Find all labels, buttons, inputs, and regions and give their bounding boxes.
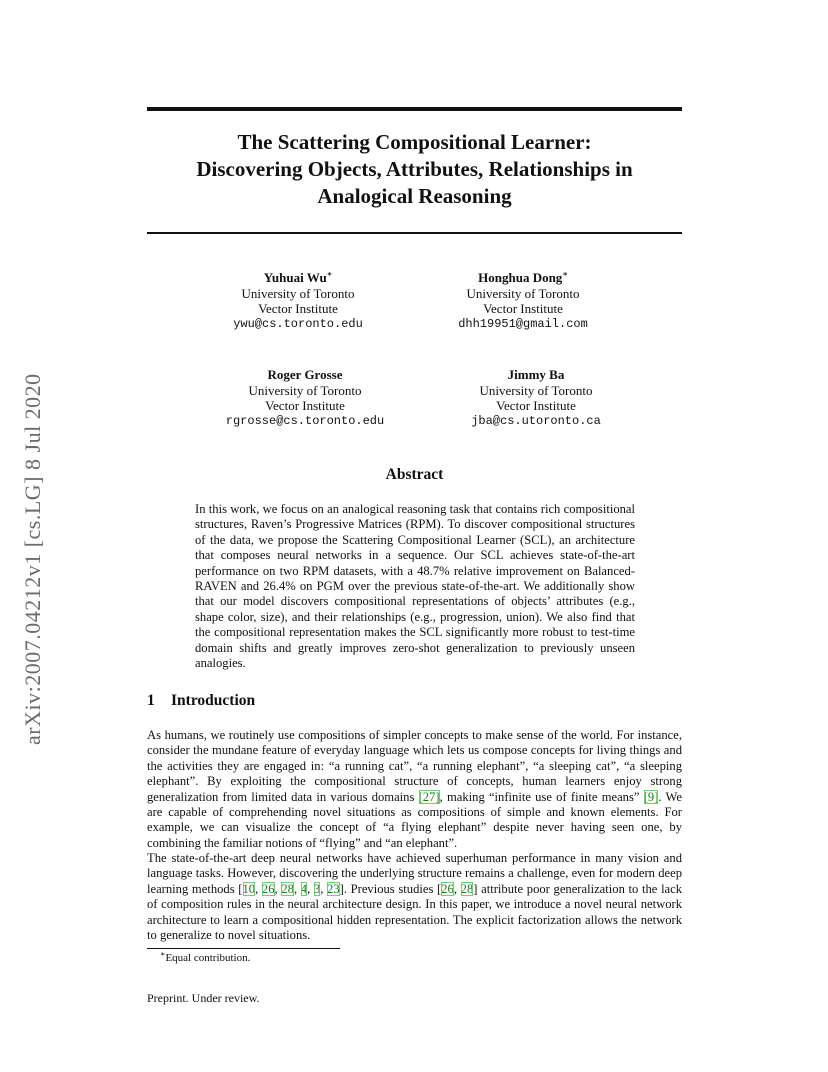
author-affiliation: University of Toronto — [248, 382, 362, 398]
paragraph-text: The state-of-the-art deep neural networks have achieved superhuman performance in many vision and language tasks. However, discovering the underlying structure remains a challenge, even for modern deep learning methods — [147, 851, 682, 896]
equal-contribution-mark: ∗ — [326, 269, 333, 279]
author-name: Honghua Dong — [478, 270, 563, 285]
author-affiliation: University of Toronto — [241, 285, 355, 301]
author-institute: Vector Institute — [258, 301, 338, 316]
citation-link[interactable]: 26 — [441, 881, 454, 896]
author-block — [198, 270, 398, 332]
equal-contribution-mark: ∗ — [562, 269, 568, 279]
title-line: Discovering Objects, Attributes, Relationships in — [196, 157, 633, 181]
citation-link[interactable]: 23 — [327, 881, 340, 896]
title-top-rule — [147, 107, 682, 111]
footnote-mark: ∗ — [160, 949, 166, 959]
footnote-text: Equal contribution. — [165, 952, 251, 964]
author-email[interactable]: jba@cs.utoronto.ca — [471, 413, 601, 428]
title-line: The Scattering Compositional Learner: — [237, 130, 592, 154]
author-block — [423, 270, 623, 332]
citation-link[interactable]: 3 — [313, 881, 321, 896]
author-name: Yuhuai Wu — [263, 270, 327, 285]
section-heading — [147, 692, 255, 710]
intro-paragraph-2: The state-of-the-art deep neural networks have achieved superhuman performance in many vision and language tasks. However, discovering the underlying structure remains a challenge, even for modern deep learning methods [10, 26, 28, 4, 3, 23]. Previous studies [26, 28] attribute poor generalization to the lack of composition rules in the neural architecture design. In this paper, we introduce a novel neural network architecture to learn a compositional hidden representation. The explicit factorization allows the network to generalize to novel situations. — [147, 851, 683, 943]
citation-link[interactable]: 28 — [281, 881, 294, 896]
title-line: Analogical Reasoning — [317, 184, 512, 208]
author-name: Roger Grosse — [267, 367, 343, 382]
author-institute: Vector Institute — [483, 301, 563, 316]
author-block — [436, 367, 636, 429]
author-institute: Vector Institute — [496, 398, 576, 413]
author-email[interactable]: ywu@cs.toronto.edu — [233, 316, 363, 331]
citation-link[interactable]: 4 — [300, 881, 308, 896]
author-institute: Vector Institute — [265, 398, 345, 413]
author-email[interactable]: rgrosse@cs.toronto.edu — [225, 413, 385, 428]
intro-paragraph-1 — [147, 728, 682, 851]
paragraph-text: . We are capable of comprehending novel situations as compositions of simple and known elements. For example, we can visualize the concept of “a flying elephant” despite never having seen one, by combining the familiar notions of “flying” and “an elephant”. — [147, 789, 683, 850]
section-number: 1 — [147, 692, 155, 709]
citation-link[interactable]: [27] — [418, 789, 440, 804]
author-affiliation: University of Toronto — [479, 382, 593, 398]
author-email[interactable]: dhh19951@gmail.com — [458, 316, 588, 331]
author-name: Jimmy Ba — [507, 367, 565, 382]
abstract-heading: Abstract — [385, 466, 444, 483]
citation-link[interactable]: 28 — [460, 881, 474, 896]
author-block — [205, 367, 405, 429]
section-title: Introduction — [171, 692, 256, 709]
abstract-text: In this work, we focus on an analogical reasoning task that contains rich compositional structures, Raven’s Progressive Matrices (RPM). To discover compositional structures of the data, we propose the Scattering Compositional Learner (SCL), an architecture that composes neural networks in a sequence. Our SCL achieves state-of-the-art performance on two RPM datasets, with a 48.7% relative improvement on Balanced-RAVEN and 26.4% on PGM over the previous state-of-the-art. We additionally show that our model discovers compositional representations of objects’ attributes (e.g., shape color, size), and their relationships (e.g., progression, union). We also find that the compositional representation makes the SCL significantly more robust to test-time domain shifts and greatly improves zero-shot generalization to previously unseen analogies. — [195, 502, 635, 671]
citation-link[interactable]: 26 — [261, 881, 275, 896]
author-affiliation: University of Toronto — [466, 285, 580, 301]
footnote — [160, 949, 251, 964]
footnote-rule — [147, 948, 340, 949]
paragraph-text: As humans, we routinely use compositions of simpler concepts to make sense of the world. For instance, consider the mundane feature of everyday language which lets us compose concepts for living things and the activities they are engaged in: “a running cat”, “a running elephant”, “a sleeping cat”, “a sleeping elephant”. By exploiting the compositional structure of concepts, human learners enjoy strong generalization from limited data in various domains — [147, 728, 682, 804]
citation-link[interactable]: [9] — [643, 789, 659, 804]
paragraph-text: . Previous studies — [343, 881, 438, 896]
paper-title — [147, 129, 682, 210]
preprint-footer: Preprint. Under review. — [147, 991, 260, 1005]
arxiv-stamp: arXiv:2007.04212v1 [cs.LG] 8 Jul 2020 — [20, 373, 45, 745]
citation-link[interactable]: 10 — [242, 881, 256, 896]
paragraph-text: , making “infinite use of finite means” — [439, 789, 644, 804]
paragraph-text: attribute poor generalization to the lack of composition rules in the neural architecture design. In this paper, we introduce a novel neural network architecture to learn a compositional hidden representation. The explicit factorization allows the network to generalize to novel situations. — [147, 881, 683, 943]
title-bottom-rule — [147, 232, 682, 234]
